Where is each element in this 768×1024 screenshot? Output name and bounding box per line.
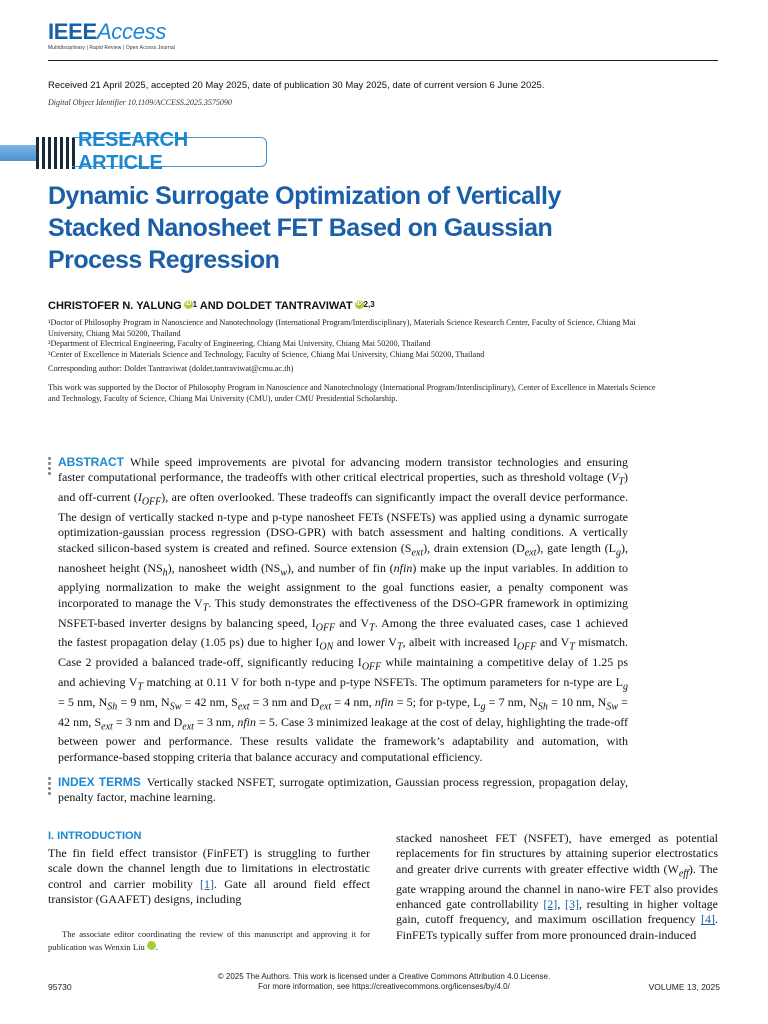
author-name: CHRISTOFER N. YALUNG <box>48 300 182 312</box>
banner-bar <box>0 145 36 161</box>
page-number: 95730 <box>48 982 72 992</box>
journal-logo <box>48 20 175 51</box>
citation-link[interactable]: [3] <box>565 897 579 912</box>
volume-label: VOLUME 13, 2025 <box>648 982 720 992</box>
index-terms <box>58 775 628 806</box>
logo-access: Access <box>96 19 167 44</box>
affiliation: ¹Doctor of Philosophy Program in Nanoscience and Nanotechnology (International Program/Interdisciplinary), Materials Science Research Center, Faculty of Science, Chiang Mai University, Chiang Mai 50200, Thailand <box>48 318 636 338</box>
intro-left-column: The fin field effect transistor (FinFET) is struggling to further scale down the channel length due to limitations in electrostatic control and carrier mobility [1]. Gate all around field effect transistor (GAAFET) designs, including <box>48 846 370 907</box>
editor-footnote: The associate editor coordinating the review of this manuscript and approving it for publication was Wenxin Liu iD. <box>48 929 370 952</box>
index-terms-heading: INDEX TERMS <box>58 775 141 789</box>
logo-tagline: Multidisciplinary | Rapid Review | Open Access Journal <box>48 45 175 51</box>
orcid-icon[interactable]: iD <box>356 301 363 307</box>
license-link[interactable]: For more information, see https://creativecommons.org/licenses/by/4.0/ <box>258 982 510 991</box>
author-affil-sup: 2,3 <box>363 300 375 309</box>
affiliation: ²Department of Electrical Engineering, Faculty of Engineering, Chiang Mai University, Chiang Mai 50200, Thailand <box>48 339 431 349</box>
index-terms-text: Vertically stacked NSFET, surrogate optimization, Gaussian process regression, propagation delay, penalty factor, machine learning. <box>58 775 628 805</box>
citation-link[interactable]: [1] <box>200 876 215 891</box>
affiliation: ³Center of Excellence in Materials Science and Technology, Faculty of Science, Chiang Mai University, Chiang Mai 50200, Thailand <box>48 349 485 359</box>
paper-title: Dynamic Surrogate Optimization of Vertically Stacked Nanosheet FET Based on Gaussian Process Regression <box>48 182 561 274</box>
abstract-marker <box>48 457 51 477</box>
banner-stripes <box>36 137 76 169</box>
author-list <box>48 300 375 312</box>
header-rule <box>48 60 718 61</box>
orcid-icon[interactable]: iD <box>185 301 192 307</box>
funding-statement: This work was supported by the Doctor of Philosophy Program in Nanoscience and Nanotechnology (International Program/Interdisciplinary), Center of Excellence in Materials Science and Technology, Faculty of Science, Chiang Mai University (CMU), under CMU Presidential Scholarship. <box>48 383 656 403</box>
author-name: DOLDET TANTRAVIWAT <box>226 300 353 312</box>
doi: Digital Object Identifier 10.1109/ACCESS.2025.3575090 <box>48 98 232 107</box>
license-notice: © 2025 The Authors. This work is licensed under a Creative Commons Attribution 4.0 License. For more information, see https://creativecommons.org/licenses/by/4.0/ <box>0 972 768 992</box>
affiliations <box>48 318 668 360</box>
intro-right-column: stacked nanosheet FET (NSFET), have emerged as potential replacements for fin structures by attaining superior electrostatics and greater drive currents with greater effective width $(W_{eff})$. The gate wrapping around the channel in nano-wire FET also provides enhanced gate controllability [2], [3], resulting in higher voltage gain, cutoff frequency, and maximum oscillation frequency [4]. FinFETs typically suffer from more pronounced drain-induced <box>396 831 719 942</box>
orcid-icon[interactable]: iD <box>147 941 156 950</box>
citation-link[interactable]: [4] <box>701 912 715 927</box>
banner-label: RESEARCH ARTICLE <box>78 129 188 174</box>
section-heading: I. INTRODUCTION <box>48 830 142 842</box>
article-type-banner <box>0 129 280 174</box>
author-connector: AND <box>199 300 224 312</box>
abstract: ABSTRACT While speed improvements are pivotal for advancing modern transistor technologies and ensuring faster computational performance, the tradeoffs with other critical electrical properties, such as threshold voltage $(V_T)$ and off-current $(I_{OFF})$, are often overlooked. These tradeoffs can significantly impact the overall device performance. The design of vertically stacked n-type and p-type nanosheet FETs (NSFETs) was applied using a dynamic surrogate optimization-gaussian process regression (DSO-GPR) with batch assessment and halting conditions. A vertically stacked silicon-based system is created and refined. Source extension $(S_{ext})$, drain extension $(D_{ext})$, gate length $(L_g)$, nanosheet height $(NS_h)$, nanosheet width $(NS_w)$, and number of fin (nfin) make up the input variables. In addition to applying normalization to make the weight assignment to the goal functions easier, a penalty component was incorporated to manage the $V_T$. This study demonstrates the effectiveness of the DSO-GPR framework in optimizing NSFET-based inverter designs by balancing speed, $I_{OFF}$ and $V_T$. Among the three evaluated cases, case 1 achieved the fastest propagation delay (1.05 ps) due to higher $I_{ON}$ and lower $V_T$, albeit with increased $I_{OFF}$ and $V_T$ mismatch. Case 2 provided a balanced trade-off, significantly reducing $I_{OFF}$ while maintaining a competitive delay of 1.25 ps and achieving $V_T$ matching at 0.11 V for both n-type and p-type NSFETs. The optimum parameters for n-type are $L_g = 5$ nm, $N_{Sh} = 9$ nm, $N_{Sw} = 42$ nm, $S_{ext} = 3$ nm and $D_{ext} = 4$ nm, nfin = 5; for p-type, $L_g = 7$ nm, $N_{Sh} = 10$ nm, $N_{Sw} = 42$ nm, $S_{ext} = 3$ nm and $D_{ext} = 3$ nm, nfin = 5. Case 3 minimized leakage at the cost of delay, highlighting the trade-off between power and performance. These results validate the framework’s adaptability and automation, with performance-based stopping criteria that balance accuracy and computational efficiency. <box>58 455 629 764</box>
corresponding-author: Corresponding author: Doldet Tantraviwat (doldet.tantraviwat@cmu.ac.th) <box>48 364 294 373</box>
index-terms-marker <box>48 777 51 797</box>
author-affil-sup: 1 <box>192 300 198 309</box>
citation-link[interactable]: [2] <box>543 897 558 912</box>
logo-ieee: IEEE <box>48 19 97 44</box>
abstract-heading: ABSTRACT <box>58 455 124 469</box>
banner-box <box>72 129 267 174</box>
publication-dates: Received 21 April 2025, accepted 20 May 2025, date of publication 30 May 2025, date of current version 6 June 2025. <box>48 80 545 91</box>
